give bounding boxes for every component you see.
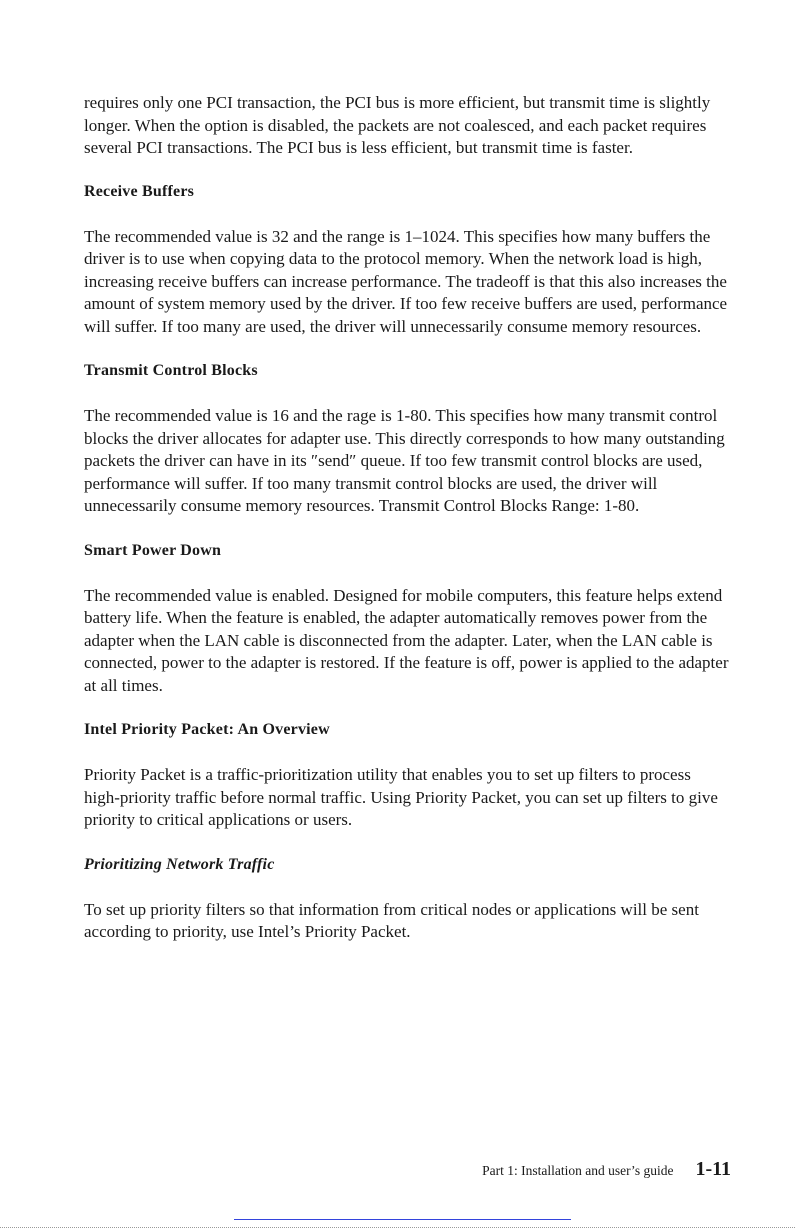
bottom-link-rule [234,1219,571,1220]
page-footer [482,1158,731,1181]
intro-paragraph: requires only one PCI transaction, the PCI bus is more efficient, but transmit time is slightly longer. When the option is disabled, the packets are not coalesced, and each packet requires several PCI transactions. The PCI bus is less efficient, but transmit time is faster. [84,93,711,157]
section-transmit-control-blocks [84,360,730,518]
section-heading: Receive Buffers [84,182,195,200]
document-page [84,92,730,966]
section-paragraph: The recommended value is 16 and the rage is 1-80. This specifies how many transmit control blocks the driver allocates for adapter use. This directly corresponds to how many outstanding packets the driver can have in its ″send″ queue. If too few transmit control blocks are used, performance will suffer. If too many transmit control blocks are used, the driver will unnecessarily consume memory resources. Transmit Control Blocks Range: 1-80. [84,406,725,515]
page-number: 1-11 [695,1158,731,1180]
section-paragraph: Priority Packet is a traffic-prioritization utility that enables you to set up filters to process high-priority traffic before normal traffic. Using Priority Packet, you can set up filters to give priority to critical applications or users. [84,765,718,829]
section-heading: Prioritizing Network Traffic [84,855,275,873]
section-heading: Smart Power Down [84,541,222,559]
section-priority-packet-overview [84,719,730,832]
section-receive-buffers [84,181,730,339]
section-prioritizing-network-traffic [84,854,730,944]
section-heading: Transmit Control Blocks [84,362,258,379]
section-heading: Intel Priority Packet: An Overview [84,721,330,738]
section-smart-power-down [84,540,730,698]
section-paragraph: To set up priority filters so that information from critical nodes or applications will be sent according to priority, use Intel’s Priority Packet. [84,899,699,941]
section-paragraph: The recommended value is 32 and the range is 1–1024. This specifies how many buffers the driver is to use when copying data to the protocol memory. When the network load is high, increasing receive buffers can increase performance. The tradeoff is that this also increases the amount of system memory used by the driver. If too few receive buffers are used, performance will suffer. If too many are used, the driver will unnecessarily consume memory resources. [84,226,728,336]
section-paragraph: The recommended value is enabled. Designed for mobile computers, this feature helps extend battery life. When the feature is enabled, the adapter automatically removes power from the adapter when the LAN cable is disconnected from the adapter. Later, when the LAN cable is connected, power to the adapter is restored. If the feature is off, power is applied to the adapter at all times. [84,585,729,695]
page-edge-rule [0,1227,795,1228]
footer-text: Part 1: Installation and user’s guide [482,1163,674,1178]
